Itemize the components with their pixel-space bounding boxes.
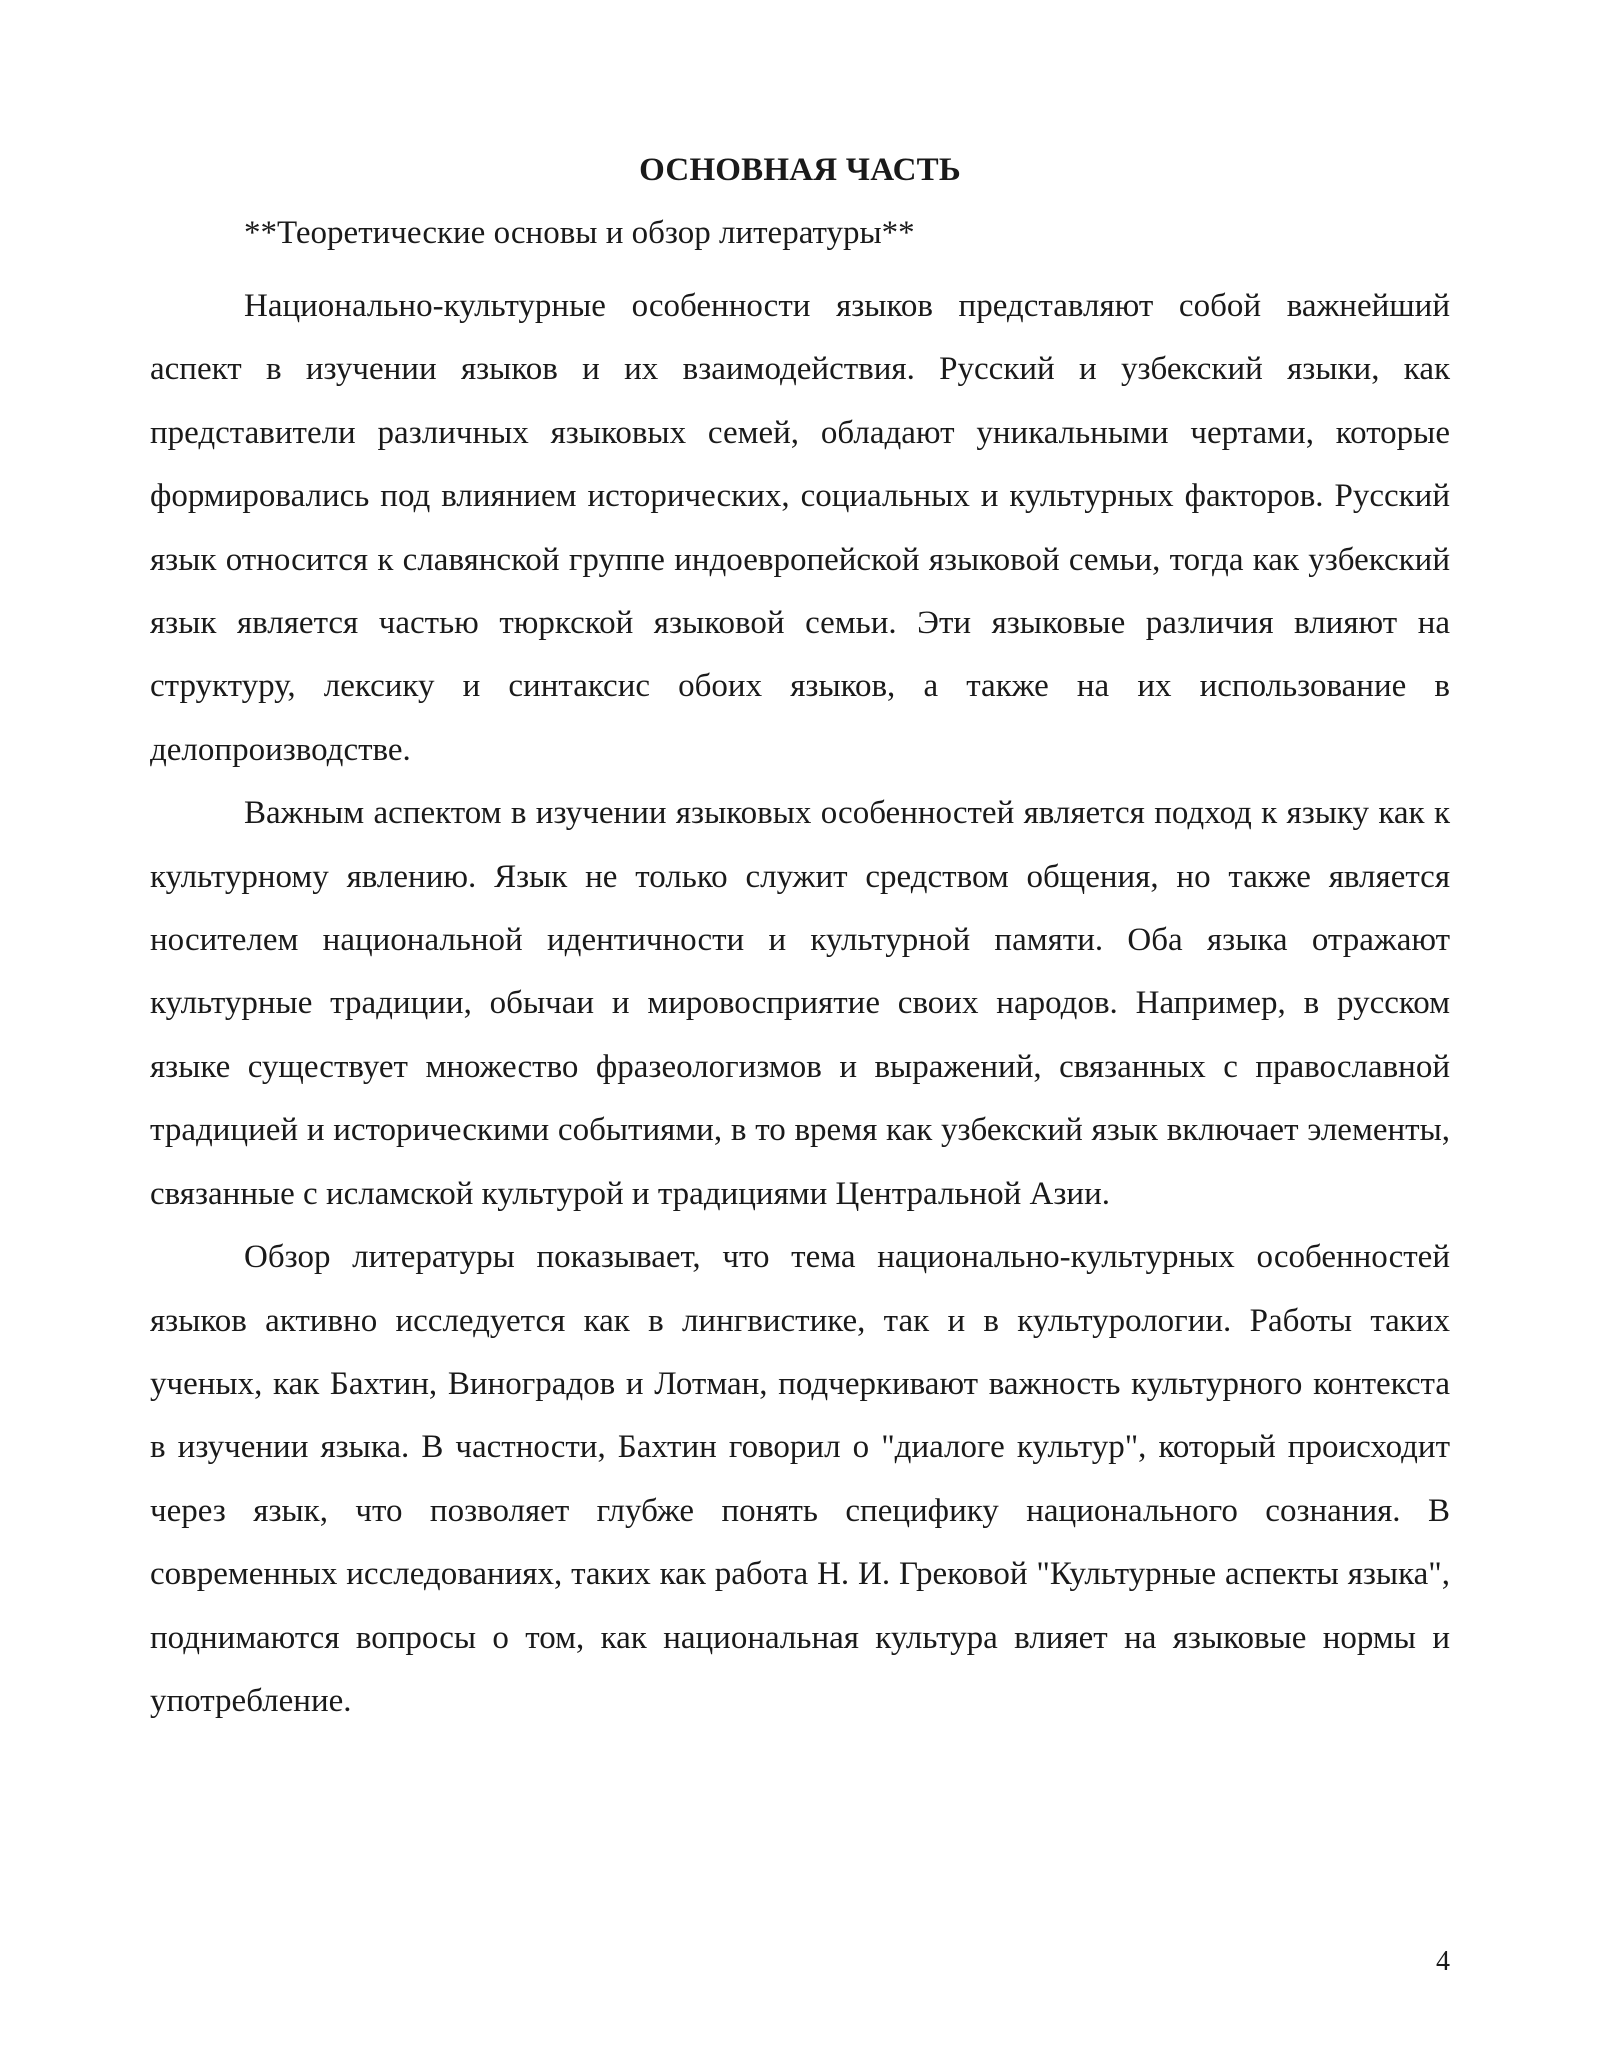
paragraph-2: Важным аспектом в изучении языковых особенностей является подход к языку как к культурному явлению. Язык не только служит средством общения, но также является носителем национальной идентичности и культурной памяти. Оба языка отражают культурные традиции, обычаи и мировосприятие своих народов. Например, в русском языке существует множество фразеологизмов и выражений, связанных с православной традицией и историческими событиями, в то время как узбекский язык включает элементы, связанные с исламской культурой и традициями Центральной Азии. [150,795,1450,1212]
paragraph-1: Национально-культурные особенности языков представляют собой важнейший аспект в изучении языков и их взаимодействия. Русский и узбекский языки, как представители различных языковых семей, обладают уникальными чертами, которые формировались под влиянием исторических, социальных и культурных факторов. Русский язык относится к славянской группе индоевропейской языковой семьи, тогда как узбекский язык является частью тюркской языковой семьи. Эти языковые различия влияют на структуру, лексику и синтаксис обоих языков, а также на их использование в делопроизводстве. [150,288,1450,768]
paragraph-3: Обзор литературы показывает, что тема национально-культурных особенностей языков активно исследуется как в лингвистике, так и в культурологии. Работы таких ученых, как Бахтин, Виноградов и Лотман, подчеркивают важность культурного контекста в изучении языка. В частности, Бахтин говорил о "диалоге культур", который происходит через язык, что позволяет глубже понять специфику национального сознания. В современных исследованиях, таких как работа Н. И. Грековой "Культурные аспекты языка", поднимаются вопросы о том, как национальная культура влияет на языковые нормы и употребление. [150,1239,1450,1719]
page-number: 4 [1436,1946,1450,1977]
section-heading: ОСНОВНАЯ ЧАСТЬ [639,152,961,188]
subsection-heading: **Теоретические основы и обзор литературы** [244,215,915,251]
